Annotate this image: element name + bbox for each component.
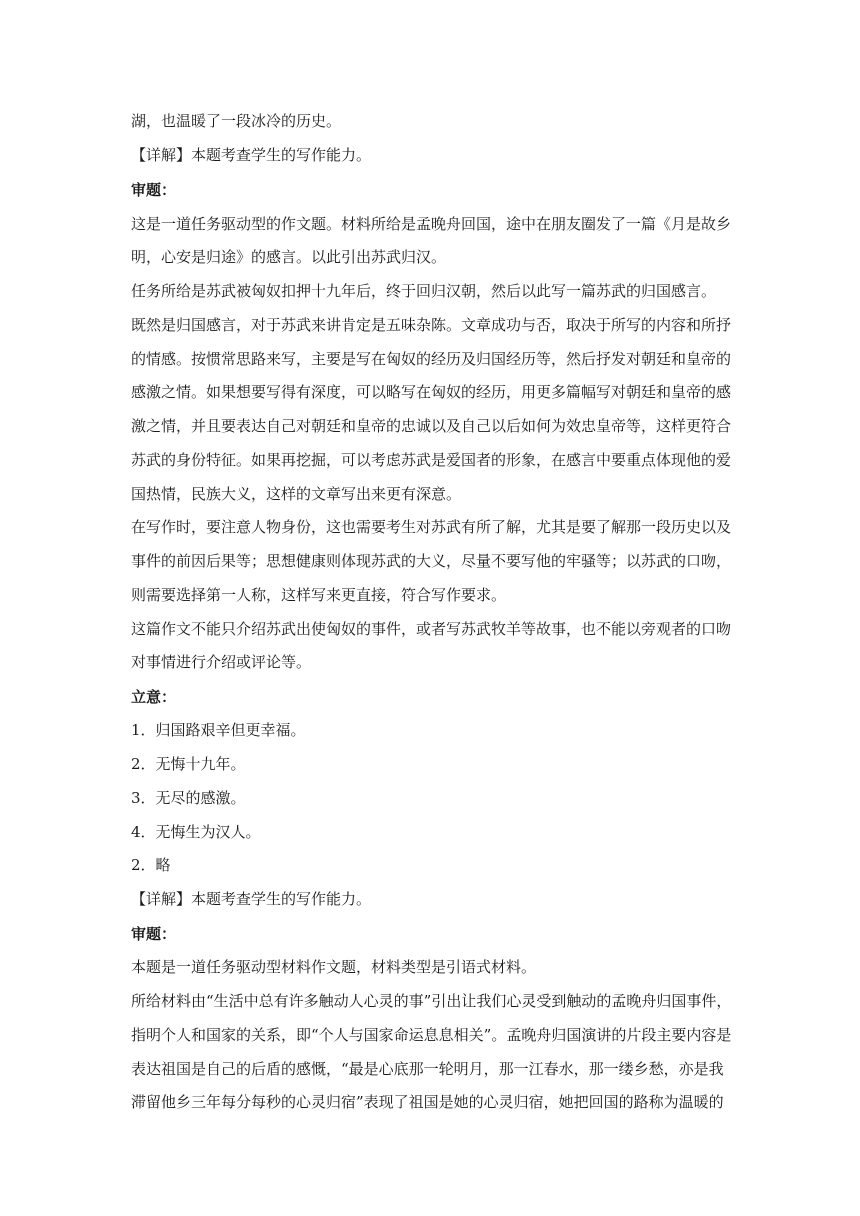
text-line: 【详解】本题考查学生的写作能力。 bbox=[131, 890, 372, 908]
section-heading: 立意： bbox=[131, 688, 177, 706]
text-line: 对事情进行介绍或评论等。 bbox=[131, 653, 312, 671]
list-item: 2．无悔十九年。 bbox=[131, 755, 246, 773]
text-line: 指明个人和国家的关系，即“个人与国家命运息息相关”。孟晚舟归国演讲的片段主要内容是 bbox=[131, 1026, 732, 1044]
text-line: 本题是一道任务驱动型材料作文题，材料类型是引语式材料。 bbox=[131, 958, 537, 976]
text-line: 所给材料由“生活中总有许多触动人心灵的事”引出让我们心灵受到触动的孟晚舟归国事件， bbox=[131, 992, 732, 1010]
text-line: 在写作时，要注意人物身份，这也需要考生对苏武有所了解，尤其是要了解那一段历史以及 bbox=[131, 518, 732, 536]
list-item: 3．无尽的感激。 bbox=[131, 789, 246, 807]
list-item: 4．无悔生为汉人。 bbox=[131, 823, 261, 841]
text-line: 湖，也温暖了一段冰冷的历史。 bbox=[131, 112, 342, 130]
text-line: 国热情，民族大义，这样的文章写出来更有深意。 bbox=[131, 485, 462, 503]
section-heading: 审题： bbox=[131, 181, 177, 199]
question-number: 2．略 bbox=[131, 856, 171, 874]
text-line: 既然是归国感言，对于苏武来讲肯定是五味杂陈。文章成功与否，取决于所写的内容和所抒 bbox=[131, 316, 732, 334]
text-line: 这篇作文不能只介绍苏武出使匈奴的事件，或者写苏武牧羊等故事，也不能以旁观者的口吻 bbox=[131, 620, 732, 638]
text-line: 苏武的身份特征。如果再挖掘，可以考虑苏武是爱国者的形象，在感言中要重点体现他的爱 bbox=[131, 451, 732, 469]
text-line: 表达祖国是自己的后盾的感慨，“最是心底那一轮明月，那一江春水，那一缕乡愁，亦是我 bbox=[131, 1060, 724, 1078]
text-line: 激之情，并且要表达自己对朝廷和皇帝的忠诚以及自己以后如何为效忠皇帝等，这样更符合 bbox=[131, 417, 732, 435]
text-line: 滞留他乡三年每分每秒的心灵归宿”表现了祖国是她的心灵归宿，她把回国的路称为温暖的 bbox=[131, 1093, 724, 1111]
list-item: 1．归国路艰辛但更幸福。 bbox=[131, 721, 306, 739]
text-line: 则需要选择第一人称，这样写来更直接，符合写作要求。 bbox=[131, 586, 507, 604]
section-heading: 审题： bbox=[131, 925, 177, 943]
text-line: 的情感。按惯常思路来写，主要是写在匈奴的经历及归国经历等，然后抒发对朝廷和皇帝的 bbox=[131, 350, 732, 368]
text-line: 【详解】本题考查学生的写作能力。 bbox=[131, 146, 372, 164]
text-line: 这是一道任务驱动型的作文题。材料所给是孟晚舟回国，途中在朋友圈发了一篇《月是故乡 bbox=[131, 215, 732, 233]
text-line: 任务所给是苏武被匈奴扣押十九年后，终于回归汉朝，然后以此写一篇苏武的归国感言。 bbox=[131, 282, 717, 300]
text-line: 感激之情。如果想要写得有深度，可以略写在匈奴的经历，用更多篇幅写对朝廷和皇帝的感 bbox=[131, 383, 732, 401]
text-line: 明，心安是归途》的感言。以此引出苏武归汉。 bbox=[131, 248, 447, 266]
text-line: 事件的前因后果等；思想健康则体现苏武的大义，尽量不要写他的牢骚等；以苏武的口吻， bbox=[131, 552, 732, 570]
